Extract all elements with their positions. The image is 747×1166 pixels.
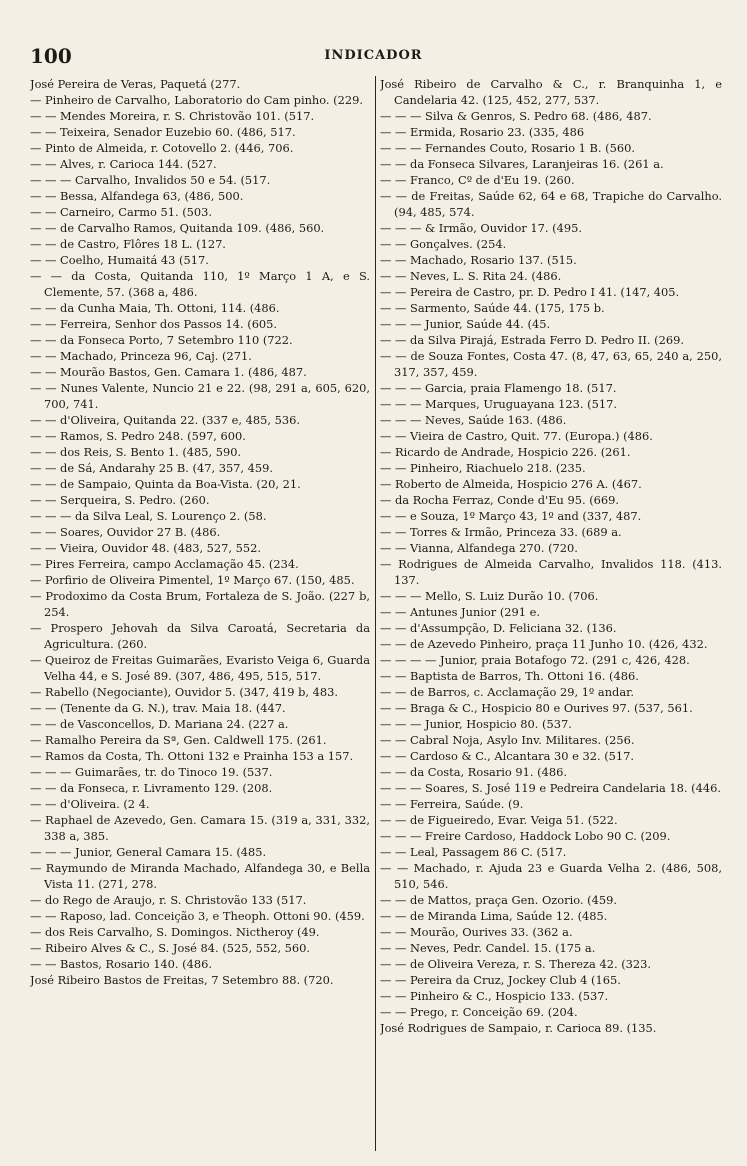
directory-entry: — — Baptista de Barros, Th. Ottoni 16. (486.: [380, 669, 639, 683]
directory-entry: — — Pinheiro & C., Hospicio 133. (537.: [380, 989, 609, 1003]
directory-entry: — — de Miranda Lima, Saúde 12. (485.: [380, 909, 608, 923]
directory-entry: — — Alves, r. Carioca 144. (527.: [30, 157, 217, 171]
directory-entry: — — de Sampaio, Quinta da Boa-Vista. (20, 21.: [30, 477, 301, 491]
directory-entry: — Ricardo de Andrade, Hospicio 226. (261.: [380, 445, 631, 459]
directory-entry: — Roberto de Almeida, Hospicio 276 A. (467.: [380, 477, 642, 491]
directory-entry: José Pereira de Veras, Paquetá (277.: [30, 77, 241, 91]
directory-entry: — — de Figueiredo, Evar. Veiga 51. (522.: [380, 813, 618, 827]
directory-entry: — — Mendes Moreira, r. S. Christovão 101. (517.: [30, 109, 315, 123]
directory-entry: — — Franco, Cº de d'Eu 19. (260.: [380, 173, 575, 187]
directory-entry: José Rodrigues de Sampaio, r. Carioca 89. (135.: [380, 1021, 657, 1035]
directory-entry: — — Mourão Bastos, Gen. Camara 1. (486, 487.: [30, 365, 307, 379]
directory-entry: — — Torres & Irmão, Princeza 33. (689 a.: [380, 525, 622, 539]
directory-entry: — — de Azevedo Pinheiro, praça 11 Junho 10. (426, 432.: [380, 637, 708, 651]
directory-entry: — — Ermida, Rosario 23. (335, 486: [380, 125, 585, 139]
directory-entry: — — Vieira, Ouvidor 48. (483, 527, 552.: [30, 541, 262, 555]
directory-entry: — Rodrigues de Almeida Carvalho, Invalidos 118. (413. 137.: [380, 557, 722, 587]
directory-entry: — Prodoximo da Costa Brum, Fortaleza de S. João. (227 b, 254.: [30, 589, 370, 619]
directory-entry: — — — Neves, Saúde 163. (486.: [380, 413, 567, 427]
directory-entry: — Pinheiro de Carvalho, Laboratorio do Cam pinho. (229.: [30, 93, 363, 107]
directory-entry: — — Bastos, Rosario 140. (486.: [30, 957, 212, 971]
directory-entry: — — Raposo, lad. Conceição 3, e Theoph. Ottoni 90. (459.: [30, 909, 365, 923]
directory-entry: — — Prego, r. Conceição 69. (204.: [380, 1005, 578, 1019]
directory-entry: — — da Silva Pirajá, Estrada Ferro D. Pedro II. (269.: [380, 333, 684, 347]
directory-entry: — — da Costa, Rosario 91. (486.: [380, 765, 567, 779]
directory-entry: — — Serqueira, S. Pedro. (260.: [30, 493, 210, 507]
directory-entry: — da Rocha Ferraz, Conde d'Eu 95. (669.: [380, 493, 620, 507]
directory-entry: — dos Reis Carvalho, S. Domingos. Nictheroy (49.: [30, 925, 320, 939]
directory-entry: — — — Silva & Genros, S. Pedro 68. (486, 487.: [380, 109, 652, 123]
directory-entry: — Pinto de Almeida, r. Cotovello 2. (446, 706.: [30, 141, 294, 155]
directory-entry: José Ribeiro Bastos de Freitas, 7 Setembro 88. (720.: [30, 973, 334, 987]
directory-entry: — — — Junior, General Camara 15. (485.: [30, 845, 267, 859]
directory-entry: — — de Sá, Andarahy 25 B. (47, 357, 459.: [30, 461, 274, 475]
directory-entry: — Ribeiro Alves & C., S. José 84. (525, 552, 560.: [30, 941, 311, 955]
directory-entry: — — — Garcia, praia Flamengo 18. (517.: [380, 381, 617, 395]
entry-columns: [30, 76, 722, 1151]
directory-entry: — — — da Silva Leal, S. Lourenço 2. (58.: [30, 509, 267, 523]
directory-entry: — — d'Oliveira, Quitanda 22. (337 e, 485, 536.: [30, 413, 300, 427]
column-divider: [375, 76, 376, 1151]
directory-entry: — — da Fonseca Porto, 7 Setembro 110 (722.: [30, 333, 293, 347]
directory-entry: — — Braga & C., Hospicio 80 e Ourives 97. (537, 561.: [380, 701, 693, 715]
directory-entry: — — dos Reis, S. Bento 1. (485, 590.: [30, 445, 242, 459]
running-title: INDICADOR: [324, 48, 423, 63]
directory-entry: — — de Mattos, praça Gen. Ozorio. (459.: [380, 893, 617, 907]
directory-entry: — Raymundo de Miranda Machado, Alfandega 30, e Bella Vista 11. (271, 278.: [30, 861, 370, 891]
directory-entry: — — da Fonseca Silvares, Laranjeiras 16. (261 a.: [380, 157, 664, 171]
directory-entry: — Rabello (Negociante), Ouvidor 5. (347, 419 b, 483.: [30, 685, 339, 699]
directory-entry: — — Ferreira, Senhor dos Passos 14. (605.: [30, 317, 278, 331]
directory-entry: — — — Mello, S. Luiz Durão 10. (706.: [380, 589, 599, 603]
directory-entry: — — Neves, Pedr. Candel. 15. (175 a.: [380, 941, 596, 955]
directory-entry: — Ramalho Pereira da Sª, Gen. Caldwell 175. (261.: [30, 733, 327, 747]
directory-entry: — — Cabral Noja, Asylo Inv. Militares. (256.: [380, 733, 635, 747]
directory-entry: — — Machado, Princeza 96, Caj. (271.: [30, 349, 252, 363]
directory-entry: — — — Soares, S. José 119 e Pedreira Candelaria 18. (446.: [380, 781, 721, 795]
directory-entry: — — — Carvalho, Invalidos 50 e 54. (517.: [30, 173, 271, 187]
directory-entry: — — da Fonseca, r. Livramento 129. (208.: [30, 781, 273, 795]
directory-entry: — — Pinheiro, Riachuelo 218. (235.: [380, 461, 586, 475]
directory-entry: — — Bessa, Alfandega 63, (486, 500.: [30, 189, 244, 203]
directory-entry: — — de Vasconcellos, D. Mariana 24. (227 a.: [30, 717, 289, 731]
directory-entry: — — — Freire Cardoso, Haddock Lobo 90 C. (209.: [380, 829, 671, 843]
directory-entry: — — da Costa, Quitanda 110, 1º Março 1 A, e S. Clemente, 57. (368 a, 486.: [30, 269, 370, 299]
directory-entry: — — Nunes Valente, Nuncio 21 e 22. (98, 291 a, 605, 620, 700, 741.: [30, 381, 370, 411]
directory-entry: — — — Junior, Hospicio 80. (537.: [380, 717, 572, 731]
directory-entry: — — — Guimarães, tr. do Tinoco 19. (537.: [30, 765, 273, 779]
directory-entry: — Queiroz de Freitas Guimarães, Evaristo Veiga 6, Guarda Velha 44, e S. José 89. (307, 486, 495, 515, 517.: [30, 653, 370, 683]
directory-entry: — — Vieira de Castro, Quit. 77. (Europa.) (486.: [380, 429, 653, 443]
directory-entry: — — Teixeira, Senador Euzebio 60. (486, 517.: [30, 125, 296, 139]
directory-entry: — — da Cunha Maia, Th. Ottoni, 114. (486.: [30, 301, 280, 315]
directory-entry: — — Pereira da Cruz, Jockey Club 4 (165.: [380, 973, 621, 987]
directory-entry: — — — Marques, Uruguayana 123. (517.: [380, 397, 617, 411]
directory-entry: — — Vianna, Alfandega 270. (720.: [380, 541, 578, 555]
directory-entry: — — de Oliveira Vereza, r. S. Thereza 42. (323.: [380, 957, 652, 971]
directory-entry: — — Antunes Junior (291 e.: [380, 605, 541, 619]
directory-entry: — — de Barros, c. Acclamação 29, 1º andar.: [380, 685, 634, 699]
left-column: [30, 76, 370, 1151]
right-column: [380, 76, 722, 1151]
directory-entry: José Ribeiro de Carvalho & C., r. Branquinha 1, e Candelaria 42. (125, 452, 277, 537.: [380, 77, 722, 107]
directory-entry: — — Carneiro, Carmo 51. (503.: [30, 205, 213, 219]
directory-entry: — Porfirio de Oliveira Pimentel, 1º Março 67. (150, 485.: [30, 573, 355, 587]
directory-entry: — — de Souza Fontes, Costa 47. (8, 47, 63, 65, 240 a, 250, 317, 357, 459.: [380, 349, 722, 379]
directory-entry: — — d'Assumpção, D. Feliciana 32. (136.: [380, 621, 617, 635]
directory-entry: — — de Freitas, Saúde 62, 64 e 68, Trapiche do Carvalho. (94, 485, 574.: [380, 189, 722, 219]
directory-entry: — — Machado, r. Ajuda 23 e Guarda Velha 2. (486, 508, 510, 546.: [380, 861, 722, 891]
directory-entry: — — Mourão, Ourives 33. (362 a.: [380, 925, 573, 939]
directory-entry: — — Neves, L. S. Rita 24. (486.: [380, 269, 562, 283]
directory-entry: — — de Carvalho Ramos, Quitanda 109. (486, 560.: [30, 221, 325, 235]
page-header: [30, 44, 717, 70]
directory-entry: — — (Tenente da G. N.), trav. Maia 18. (447.: [30, 701, 286, 715]
directory-entry: — — Cardoso & C., Alcantara 30 e 32. (517.: [380, 749, 634, 763]
directory-entry: — — Gonçalves. (254.: [380, 237, 507, 251]
directory-entry: — — Sarmento, Saúde 44. (175, 175 b.: [380, 301, 605, 315]
directory-entry: — — Leal, Passagem 86 C. (517.: [380, 845, 567, 859]
directory-entry: — Pires Ferreira, campo Acclamação 45. (234.: [30, 557, 299, 571]
directory-entry: — — Ferreira, Saúde. (9.: [380, 797, 524, 811]
directory-entry: — do Rego de Araujo, r. S. Christovão 133 (517.: [30, 893, 307, 907]
directory-entry: — — Coelho, Humaitá 43 (517.: [30, 253, 209, 267]
directory-entry: — — — Fernandes Couto, Rosario 1 B. (560.: [380, 141, 635, 155]
directory-entry: — — Pereira de Castro, pr. D. Pedro I 41. (147, 405.: [380, 285, 680, 299]
directory-entry: — — d'Oliveira. (2 4.: [30, 797, 150, 811]
page-number: 100: [30, 44, 72, 68]
directory-entry: — — Ramos, S. Pedro 248. (597, 600.: [30, 429, 246, 443]
directory-entry: — — de Castro, Flôres 18 L. (127.: [30, 237, 226, 251]
directory-entry: — — e Souza, 1º Março 43, 1º and (337, 487.: [380, 509, 642, 523]
directory-entry: — — — & Irmão, Ouvidor 17. (495.: [380, 221, 582, 235]
directory-entry: — — Soares, Ouvidor 27 B. (486.: [30, 525, 221, 539]
directory-entry: — Ramos da Costa, Th. Ottoni 132 e Prainha 153 a 157.: [30, 749, 354, 763]
directory-entry: — — — Junior, Saúde 44. (45.: [380, 317, 551, 331]
directory-entry: — Prospero Jehovah da Silva Caroatá, Secretaria da Agricultura. (260.: [30, 621, 370, 651]
directory-entry: — — — — Junior, praia Botafogo 72. (291 c, 426, 428.: [380, 653, 690, 667]
directory-entry: — Raphael de Azevedo, Gen. Camara 15. (319 a, 331, 332, 338 a, 385.: [30, 813, 370, 843]
directory-entry: — — Machado, Rosario 137. (515.: [380, 253, 577, 267]
